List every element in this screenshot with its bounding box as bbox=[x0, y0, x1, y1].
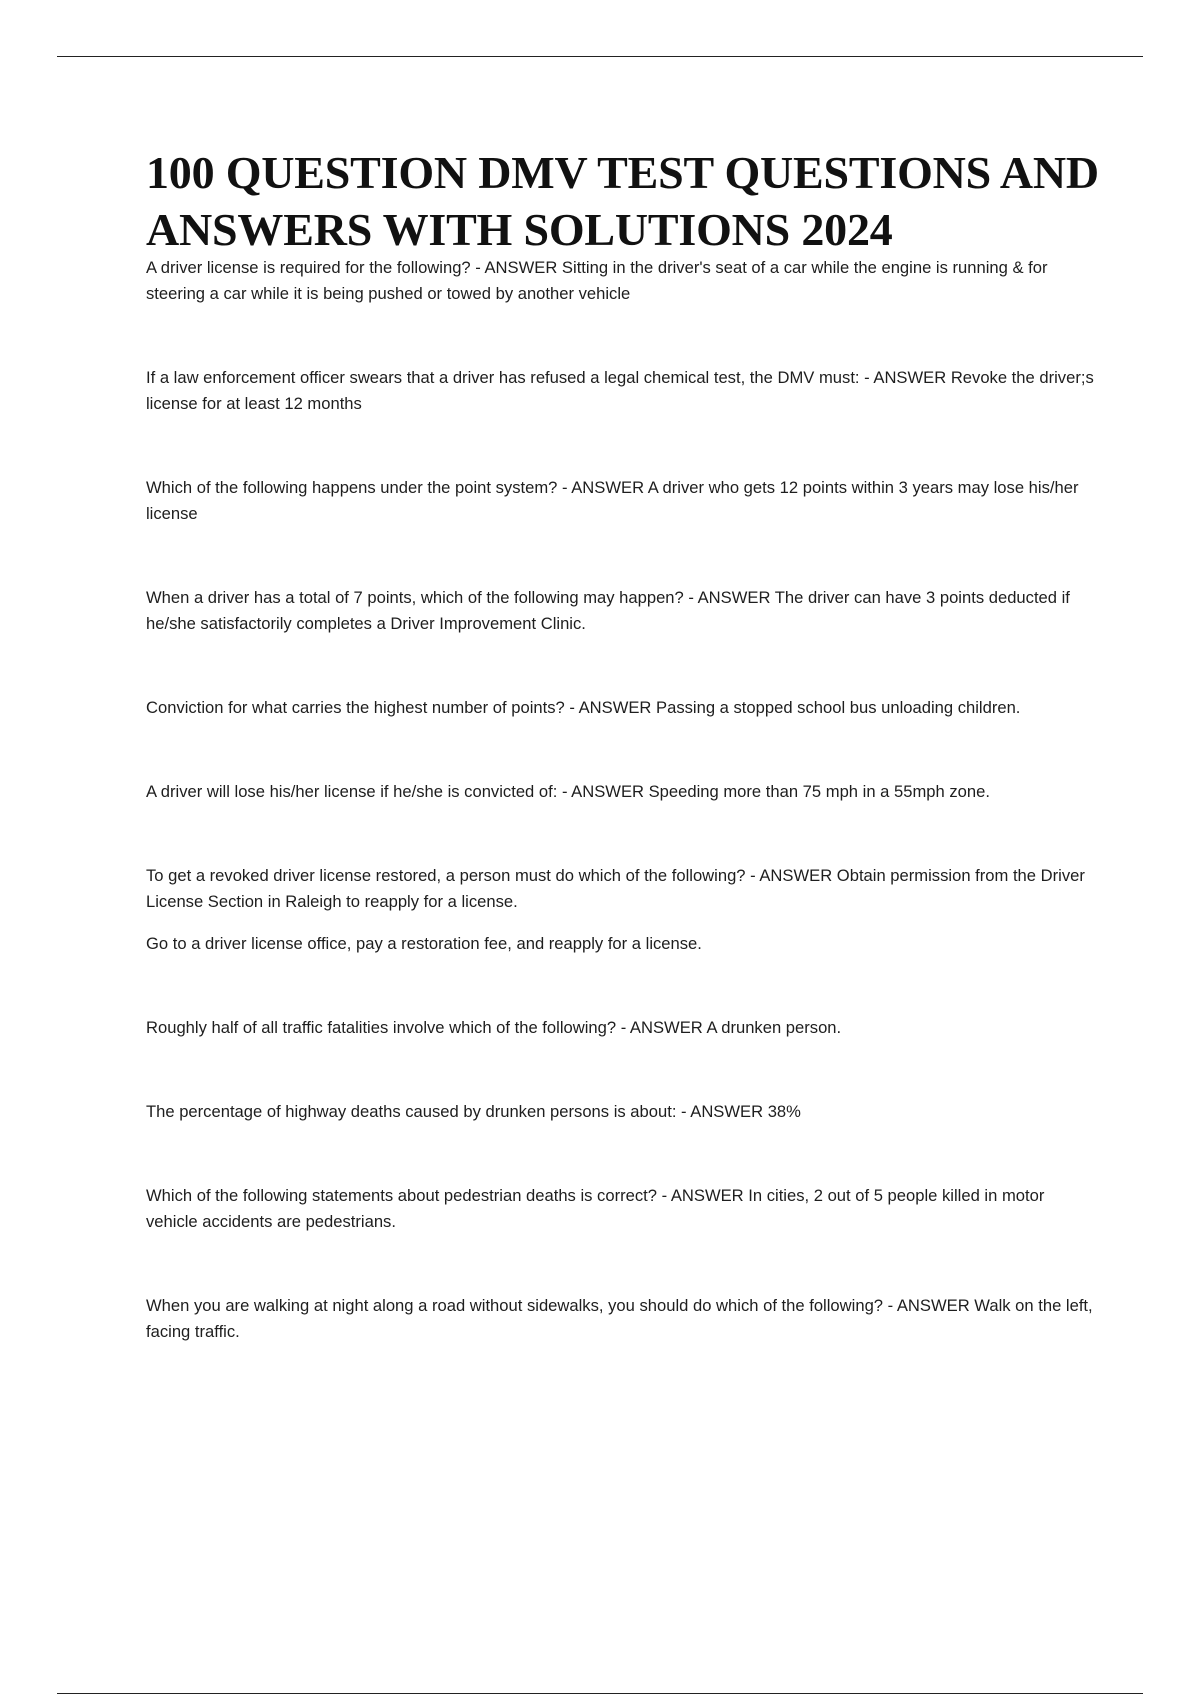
qa-item: A driver will lose his/her license if he/she is convicted of: - ANSWER Speeding more than 75 mph in a 55mph zone. bbox=[146, 782, 990, 801]
qa-item-text: To get a revoked driver license restored, a person must do which of the following? - ANSWER Obtain permission from the Driver License Section in Raleigh to reapply for a license. bbox=[146, 866, 1085, 911]
page-title: 100 QUESTION DMV TEST QUESTIONS AND ANSWERS WITH SOLUTIONS 2024 bbox=[146, 147, 1099, 255]
qa-item: If a law enforcement officer swears that a driver has refused a legal chemical test, the DMV must: - ANSWER Revoke the driver;s license for at least 12 months bbox=[146, 368, 1094, 413]
qa-item: A driver license is required for the following? - ANSWER Sitting in the driver's seat of a car while the engine is running & for steering a car while it is being pushed or towed by another vehicle bbox=[146, 258, 1048, 303]
qa-item: When a driver has a total of 7 points, which of the following may happen? - ANSWER The driver can have 3 points deducted if he/she satisfactorily completes a Driver Improvement Clinic. bbox=[146, 588, 1070, 633]
qa-item: Conviction for what carries the highest number of points? - ANSWER Passing a stopped school bus unloading children. bbox=[146, 698, 1021, 717]
top-rule bbox=[57, 56, 1143, 57]
qa-item-extra: Go to a driver license office, pay a restoration fee, and reapply for a license. bbox=[146, 934, 702, 953]
qa-item: Which of the following statements about pedestrian deaths is correct? - ANSWER In cities, 2 out of 5 people killed in motor vehicle accidents are pedestrians. bbox=[146, 1186, 1045, 1231]
qa-item: The percentage of highway deaths caused by drunken persons is about: - ANSWER 38% bbox=[146, 1102, 801, 1121]
qa-item: When you are walking at night along a road without sidewalks, you should do which of the following? - ANSWER Walk on the left, facing traffic. bbox=[146, 1296, 1093, 1341]
qa-list bbox=[146, 255, 1096, 1345]
qa-item: Roughly half of all traffic fatalities involve which of the following? - ANSWER A drunken person. bbox=[146, 1018, 842, 1037]
qa-item bbox=[146, 863, 1096, 957]
bottom-rule bbox=[57, 1693, 1143, 1694]
qa-item: Which of the following happens under the point system? - ANSWER A driver who gets 12 points within 3 years may lose his/her license bbox=[146, 478, 1079, 523]
